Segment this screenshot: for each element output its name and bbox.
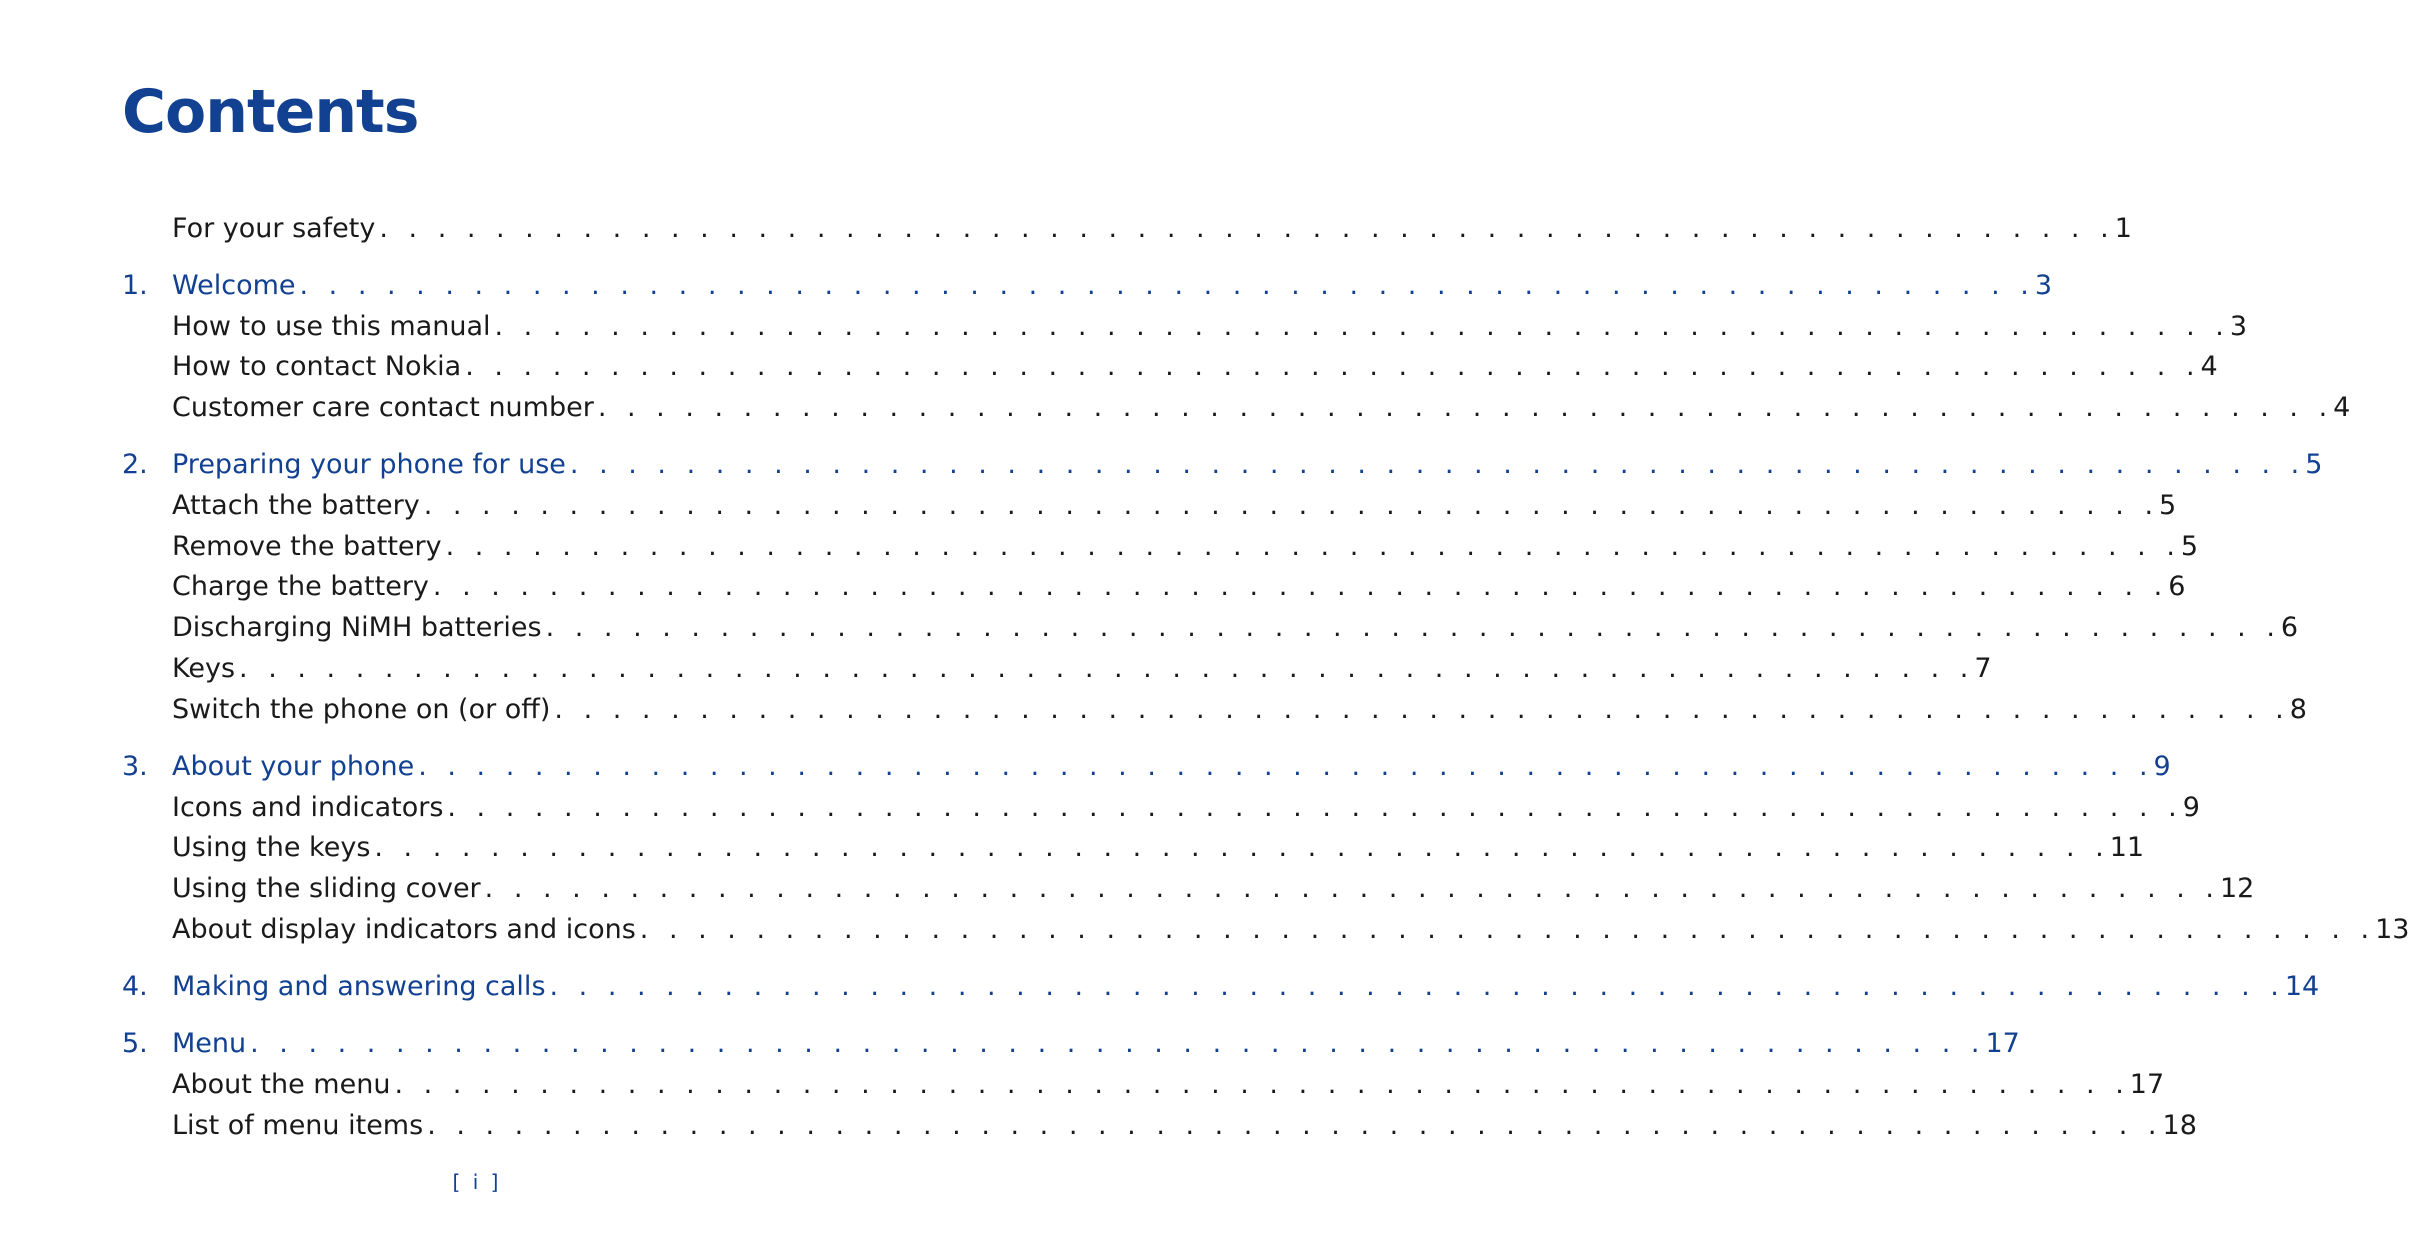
toc-entry-label: Attach the battery [172,490,420,521]
toc-entry-page: 3 [2229,311,2248,342]
toc-entry[interactable] [122,872,2255,906]
toc-entry-label: About your phone [172,751,415,782]
toc-entry-label: Using the sliding cover [172,873,481,904]
toc-chapter-entry[interactable] [122,750,2171,784]
toc-entry[interactable] [122,913,2409,947]
page-number: [ i ] [452,1170,502,1194]
toc-entry-label: About display indicators and icons [172,914,636,945]
toc-entry[interactable] [122,1068,2165,1102]
dot-leader: . . . . . . . . . . . . . . . . . . . . . . . . . . . . . . . . . . . . . . . . . . . . . . . . . . . . . . . . . . . . [432,571,2169,602]
dot-leader: . . . . . . . . . . . . . . . . . . . . . . . . . . . . . . . . . . . . . . . . . . . . . . . . . . . . . . . . . . . . [423,490,2160,521]
toc-entry-label: Preparing your phone for use [172,449,566,480]
toc-entry-page: 11 [2109,832,2145,863]
toc-entry-label: For your safety [172,213,376,244]
toc-entry-label: About the menu [172,1069,391,1100]
toc-entry[interactable] [122,212,2132,246]
toc-entry-label: Menu [172,1028,247,1059]
toc-entry[interactable] [122,791,2200,825]
toc-chapter-entry[interactable] [122,448,2323,482]
toc-entry-label: Icons and indicators [172,792,444,823]
dot-leader: . . . . . . . . . . . . . . . . . . . . . . . . . . . . . . . . . . . . . . . . . . . . . . . . . . . . . . . . . . . . [250,1028,1986,1059]
dot-leader: . . . . . . . . . . . . . . . . . . . . . . . . . . . . . . . . . . . . . . . . . . . . . . . . . . . . . . . . . . . . [427,1110,2163,1141]
dot-leader: . . . . . . . . . . . . . . . . . . . . . . . . . . . . . . . . . . . . . . . . . . . . . . . . . . . . . . . . . . . . [639,914,2376,945]
toc-entry-label: Remove the battery [172,531,442,562]
dot-leader: . . . . . . . . . . . . . . . . . . . . . . . . . . . . . . . . . . . . . . . . . . . . . . . . . . . . . . . . . . . . [445,531,2181,562]
toc-entry-number: 5. [122,1028,148,1059]
toc-entry-page: 3 [2034,270,2053,301]
dot-leader: . . . . . . . . . . . . . . . . . . . . . . . . . . . . . . . . . . . . . . . . . . . . . . . . . . . . . . . . . . . . [447,792,2183,823]
toc-entry-label: Welcome [172,270,296,301]
toc-entry[interactable] [122,310,2248,344]
toc-entry-label: Using the keys [172,832,371,863]
toc-entry-page: 8 [2289,694,2307,725]
toc-entry-page: 17 [2129,1069,2165,1100]
toc-entry-page: 4 [2200,351,2218,382]
dot-leader: . . . . . . . . . . . . . . . . . . . . . . . . . . . . . . . . . . . . . . . . . . . . . . . . . . . . . . . . . . . . [465,351,2201,382]
toc-entry-page: 6 [2280,612,2299,643]
dot-leader: . . . . . . . . . . . . . . . . . . . . . . . . . . . . . . . . . . . . . . . . . . . . . . . . . . . . . . . . . . . . [418,751,2154,782]
toc-entry-page: 5 [2180,531,2199,562]
toc-entry-label: How to contact Nokia [172,351,462,382]
dot-leader: . . . . . . . . . . . . . . . . . . . . . . . . . . . . . . . . . . . . . . . . . . . . . . . . . . . . . . . . . . . . [545,612,2281,643]
toc-chapter-entry[interactable] [122,970,2320,1004]
toc-entry-label: Charge the battery [172,571,429,602]
toc-entry-label: Discharging NiMH batteries [172,612,542,643]
toc-entry-label: Customer care contact number [172,392,594,423]
toc-entry-page: 14 [2284,971,2320,1002]
toc-entry-label: List of menu items [172,1110,424,1141]
toc-entry[interactable] [122,1109,2197,1143]
toc-entry-page: 5 [2159,490,2177,521]
toc-entry-page: 9 [2153,751,2171,782]
dot-leader: . . . . . . . . . . . . . . . . . . . . . . . . . . . . . . . . . . . . . . . . . . . . . . . . . . . . . . . . . . . . [569,449,2306,480]
toc-entry-page: 1 [2114,213,2132,244]
toc-entry[interactable] [122,570,2186,604]
toc-entry-page: 4 [2333,392,2351,423]
dot-leader: . . . . . . . . . . . . . . . . . . . . . . . . . . . . . . . . . . . . . . . . . . . . . . . . . . . . . . . . . . . . [394,1069,2130,1100]
dot-leader: . . . . . . . . . . . . . . . . . . . . . . . . . . . . . . . . . . . . . . . . . . . . . . . . . . . . . . . . . . . . [597,392,2334,423]
dot-leader: . . . . . . . . . . . . . . . . . . . . . . . . . . . . . . . . . . . . . . . . . . . . . . . . . . . . . . . . . . . . [549,971,2285,1002]
dot-leader: . . . . . . . . . . . . . . . . . . . . . . . . . . . . . . . . . . . . . . . . . . . . . . . . . . . . . . . . . . . . [299,270,2035,301]
toc-entry-page: 9 [2182,792,2200,823]
toc-chapter-entry[interactable] [122,1027,2020,1061]
toc-entry-page: 13 [2375,914,2409,945]
dot-leader: . . . . . . . . . . . . . . . . . . . . . . . . . . . . . . . . . . . . . . . . . . . . . . . . . . . . . . . . . . . . [494,311,2230,342]
dot-leader: . . . . . . . . . . . . . . . . . . . . . . . . . . . . . . . . . . . . . . . . . . . . . . . . . . . . . . . . . . . . [484,873,2220,904]
toc-entry[interactable] [122,831,2145,865]
toc-entry-label: Making and answering calls [172,971,546,1002]
toc-entry[interactable] [122,693,2307,727]
toc-entry-number: 1. [122,270,148,301]
toc-entry[interactable] [122,611,2299,645]
toc-entry-label: How to use this manual [172,311,491,342]
toc-entry[interactable] [122,391,2351,425]
toc-entry-page: 12 [2219,873,2255,904]
toc-entry[interactable] [122,530,2199,564]
dot-leader: . . . . . . . . . . . . . . . . . . . . . . . . . . . . . . . . . . . . . . . . . . . . . . . . . . . . . . . . . . . . [239,653,1975,684]
toc-entry-page: 6 [2168,571,2186,602]
toc-entry-page: 5 [2305,449,2323,480]
dot-leader: . . . . . . . . . . . . . . . . . . . . . . . . . . . . . . . . . . . . . . . . . . . . . . . . . . . . . . . . . . . . [554,694,2290,725]
page-title: Contents [122,77,419,147]
toc-chapter-entry[interactable] [122,269,2053,303]
toc-entry-page: 17 [1985,1028,2020,1059]
toc-entry[interactable] [122,489,2177,523]
dot-leader: . . . . . . . . . . . . . . . . . . . . . . . . . . . . . . . . . . . . . . . . . . . . . . . . . . . . . . . . . . . . [379,213,2115,244]
toc-entry[interactable] [122,350,2218,384]
toc-entry-label: Keys [172,653,236,684]
toc-entry-label: Switch the phone on (or off) [172,694,551,725]
toc-entry[interactable] [122,652,1992,686]
toc-entry-page: 7 [1974,653,1992,684]
toc-entry-number: 3. [122,751,148,782]
toc-entry-page: 18 [2162,1110,2197,1141]
toc-entry-number: 4. [122,971,148,1002]
dot-leader: . . . . . . . . . . . . . . . . . . . . . . . . . . . . . . . . . . . . . . . . . . . . . . . . . . . . . . . . . . . . [374,832,2110,863]
toc-entry-number: 2. [122,449,148,480]
